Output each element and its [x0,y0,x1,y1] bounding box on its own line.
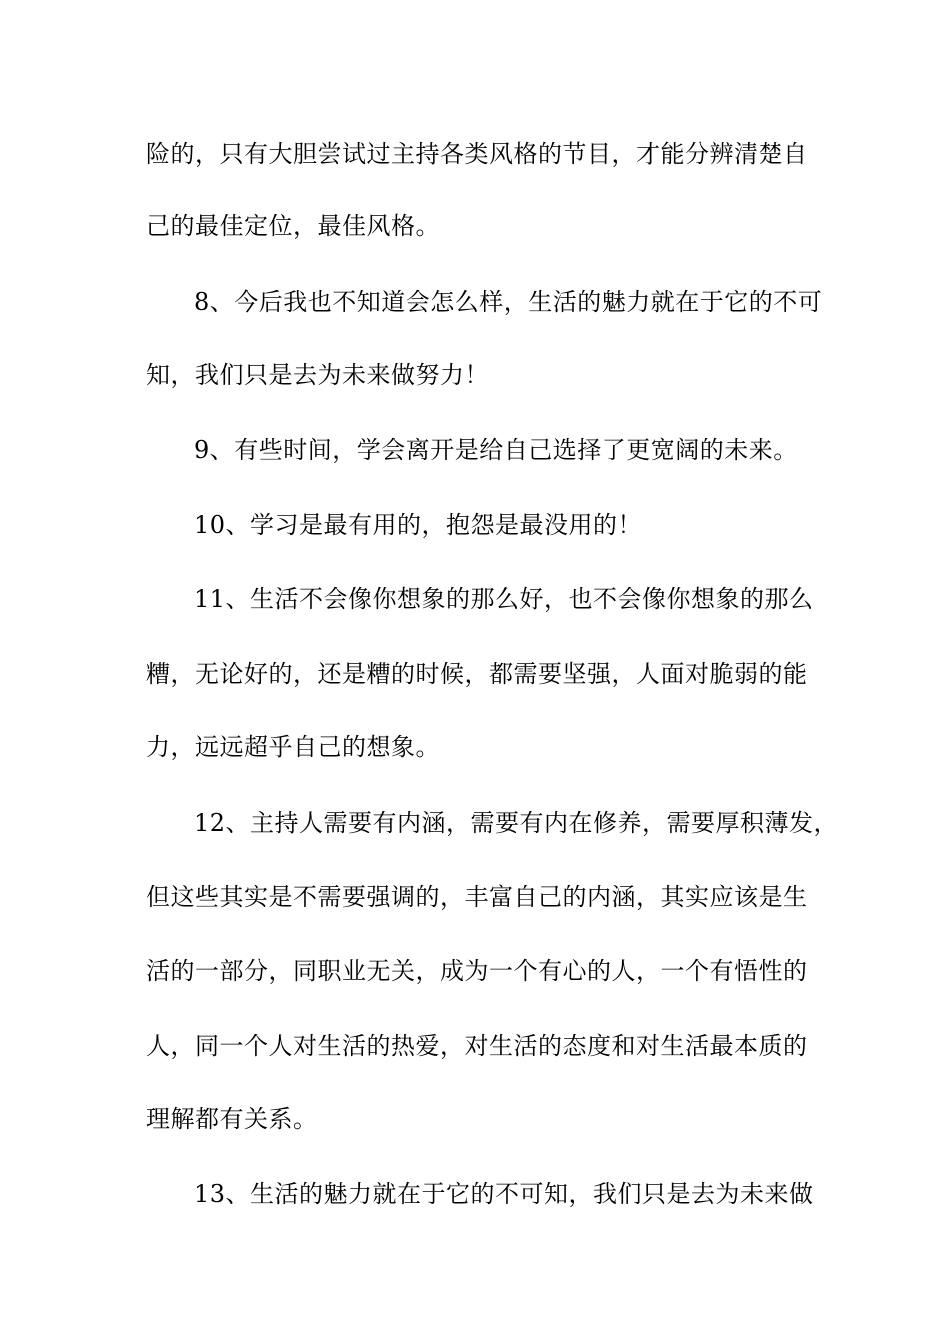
text-line: 10、学习是最有用的，抱怨是最没用的！ [194,511,643,539]
text-line: 知，我们只是去为未来做努力！ [146,361,489,389]
text-line: 活的一部分，同职业无关，成为一个有心的人，一个有悟性的 [146,957,808,985]
text-line: 糟，无论好的，还是糟的时候，都需要坚强，人面对脆弱的能 [146,660,808,688]
text-line: 9、有些时间，学会离开是给自己选择了更宽阔的未来。 [194,436,798,464]
text-line: 力，远远超乎自己的想象。 [146,733,440,761]
text-line: 理解都有关系。 [146,1105,318,1133]
text-line: 但这些其实是不需要强调的，丰富自己的内涵，其实应该是生 [146,883,808,911]
text-line: 己的最佳定位，最佳风格。 [146,212,440,240]
text-line: 人，同一个人对生活的热爱，对生活的态度和对生活最本质的 [146,1032,808,1060]
text-line: 13、生活的魅力就在于它的不可知，我们只是去为未来做 [194,1180,814,1208]
text-line: 8、今后我也不知道会怎么样，生活的魅力就在于它的不可 [194,288,823,316]
text-line: 11、生活不会像你想象的那么好，也不会像你想象的那么 [194,585,814,613]
text-line: 12、主持人需要有内涵，需要有内在修养，需要厚积薄发， [194,809,839,837]
text-line: 险的，只有大胆尝试过主持各类风格的节目，才能分辨清楚自 [146,140,808,168]
